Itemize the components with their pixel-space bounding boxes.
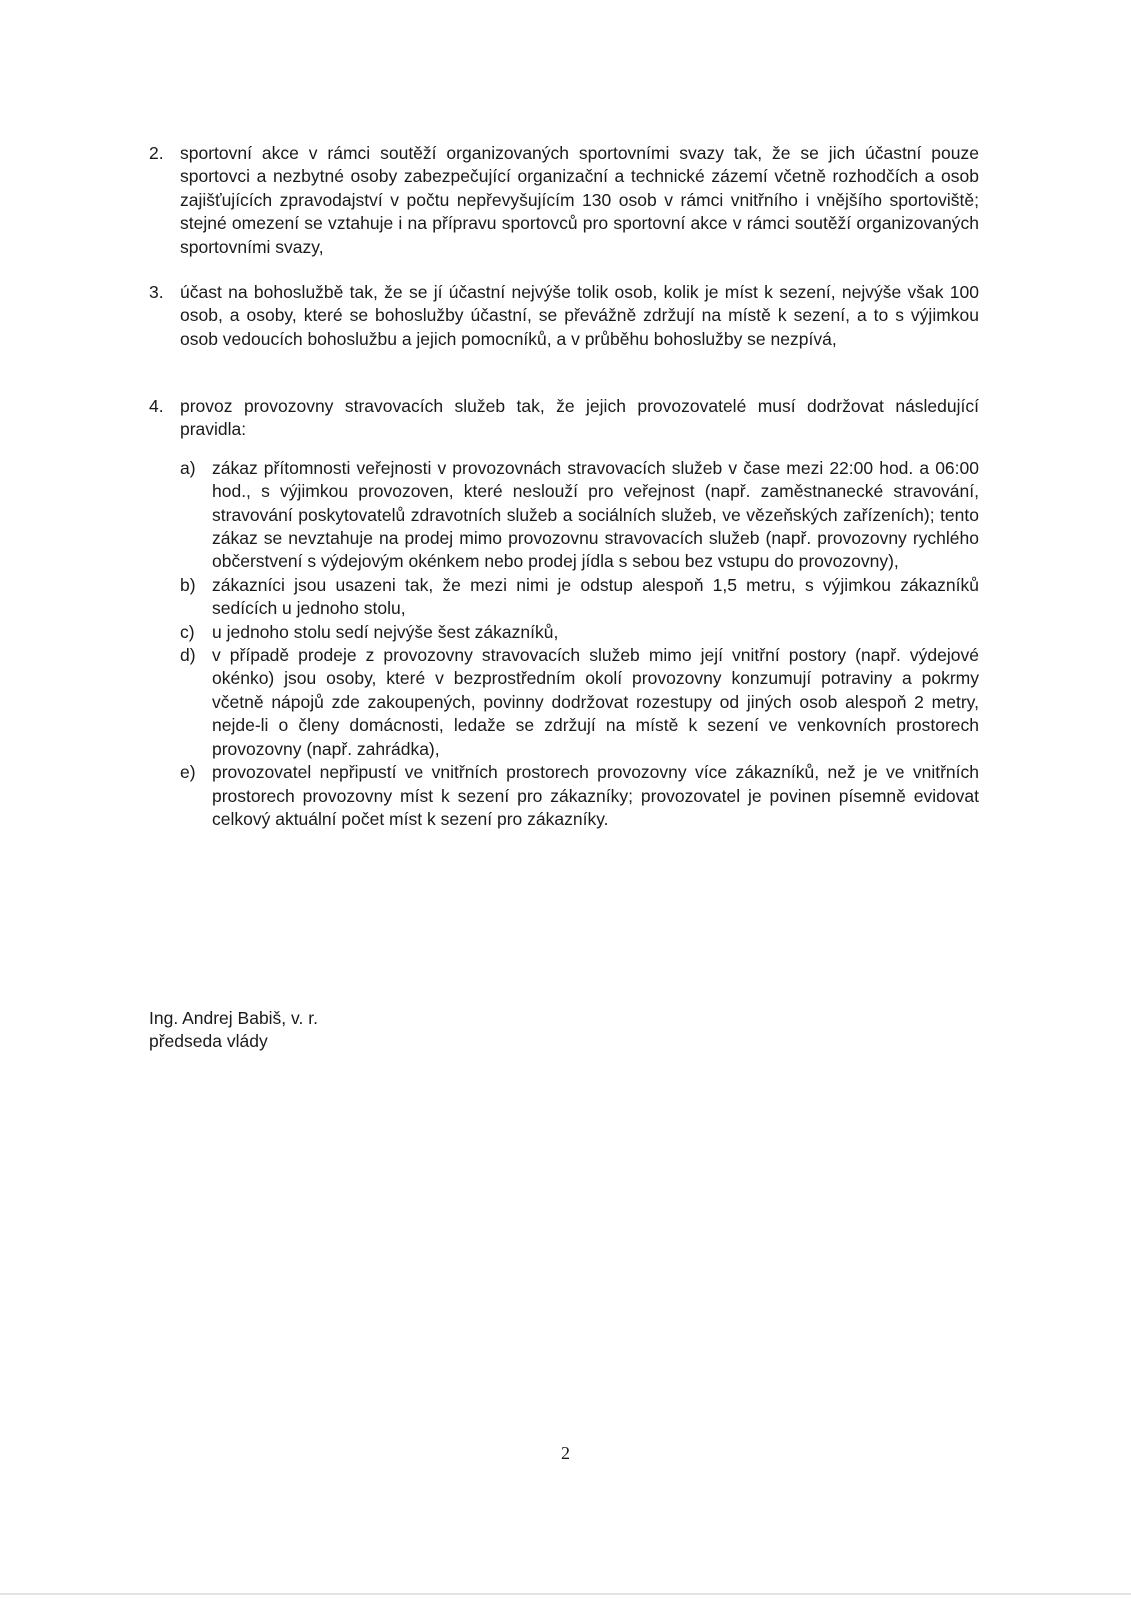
- list-item-4: [149, 395, 979, 831]
- sub-item-letter: c): [180, 621, 195, 642]
- sub-item-c: [180, 621, 979, 644]
- sub-item-d: [180, 644, 979, 761]
- item-text: sportovní akce v rámci soutěží organizovaných sportovními svazy tak, že se jich účastní pouze sportovci a nezbytné osoby zabezpečující organizační a technické zázemí včetně rozhodčích a osob zajišťujících zpravodajství v počtu nepřevyšujícím 130 osob v rámci vnitřního i vnějšího sportoviště; stejné omezení se vztahuje i na přípravu sportovců pro sportovní akce v rámci soutěží organizovaných sportovními svazy,: [180, 143, 979, 257]
- sub-item-letter: b): [180, 574, 196, 595]
- sub-item-text: v případě prodeje z provozovny stravovacích služeb mimo její vnitřní postory (např. výdejové okénko) jsou osoby, které v bezprostředním okolí provozovny konzumují potraviny a pokrmy včetně nápojů zde zakoupených, povinny dodržovat rozestupy od jiných osob alespoň 2 metry, nejde-li o členy domácnosti, ledaže se zdržují na místě k sezení ve venkovních prostorech provozovny (např. zahrádka),: [212, 645, 979, 759]
- sub-item-e: [180, 761, 979, 831]
- sub-item-letter: a): [180, 457, 196, 478]
- sub-item-text: zákaz přítomnosti veřejnosti v provozovnách stravovacích služeb v čase mezi 22:00 hod. a 06:00 hod., s výjimkou provozoven, které neslouží pro veřejnost (např. zaměstnanecké stravování, stravování poskytovatelů zdravotních služeb a sociálních služeb, ve vězeňských zařízeních); tento zákaz se nevztahuje na prodej mimo provozovnu stravovacích služeb (např. provozovny rychlého občerstvení s výdejovým okénkem nebo prodej jídla s sebou bez vstupu do provozovny),: [212, 457, 979, 572]
- item-text: účast na bohoslužbě tak, že se jí účastní nejvýše tolik osob, kolik je míst k sezení, nejvýše však 100 osob, a osoby, které se bohoslužby účastní, se převážně zdržují na místě k sezení, a to s výjimkou osob vedoucích bohoslužbu a jejich pomocníků, a v průběhu bohoslužby se nezpívá,: [180, 282, 979, 349]
- scan-edge-line: [0, 1593, 1131, 1595]
- list-item-3: [149, 281, 979, 351]
- sub-item-letter: e): [180, 762, 196, 783]
- sub-item-text: zákazníci jsou usazeni tak, že mezi nimi je odstup alespoň 1,5 metru, s výjimkou zákazníků sedících u jednoho stolu,: [212, 574, 979, 619]
- item-number: 2.: [149, 143, 164, 163]
- signatory-title: předseda vlády: [149, 1031, 268, 1051]
- item-text: provoz provozovny stravovacích služeb tak, že jejich provozovatelé musí dodržovat následující pravidla:: [180, 396, 979, 440]
- list-item-2: [149, 142, 979, 259]
- item-number: 3.: [149, 282, 164, 302]
- sub-item-letter: d): [180, 645, 196, 666]
- page-number: 2: [561, 1443, 570, 1463]
- sub-item-a: [180, 457, 979, 574]
- item-number: 4.: [149, 396, 164, 416]
- signatory-name: Ing. Andrej Babiš, v. r.: [149, 1008, 318, 1028]
- signature-block: [149, 1007, 318, 1053]
- sub-list: [180, 457, 979, 832]
- sub-item-b: [180, 574, 979, 621]
- sub-item-text: provozovatel nepřipustí ve vnitřních prostorech provozovny více zákazníků, než je ve vnitřních prostorech provozovny míst k sezení pro zákazníky; provozovatel je povinen písemně evidovat celkový aktuální počet míst k sezení pro zákazníky.: [212, 762, 979, 829]
- sub-item-text: u jednoho stolu sedí nejvýše šest zákazníků,: [212, 621, 559, 642]
